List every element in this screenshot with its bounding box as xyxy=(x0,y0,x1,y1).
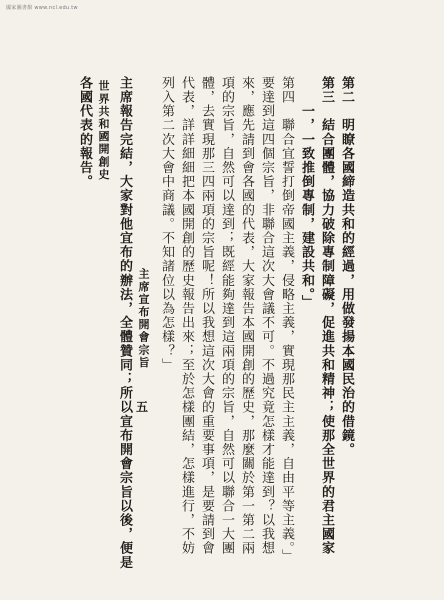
text-column-10: 列入第二次大會中商議。不知諸位以為怎樣？」 xyxy=(159,76,174,373)
text-column-3: 一，一致推倒專制，建設共和。」 xyxy=(299,76,314,310)
text-column-11: 主席報告完結，大家對他宜布的辦法，全體贊同；所以宣布開會宗旨以後，便是 xyxy=(117,76,132,570)
text-column-5: 要達到這四個宗旨，非聯合這次大會議不可。不過究竟怎樣才能達到？以我想 xyxy=(259,76,274,556)
text-column-1: 第二 明瞭各國締造共和的經過，用做發揚本國民治的借鏡。 xyxy=(339,76,354,457)
page-number: 五 xyxy=(136,400,149,414)
library-watermark: 國家圖書館 www.ncl.edu.tw xyxy=(6,5,78,11)
text-column-6: 來，應先請到會各國的代表，大家報告本國開創的歷史，那麼關於第一第二兩 xyxy=(239,76,254,556)
text-column-7: 項的宗旨，自然可以達到；既經能夠達到這兩項的宗旨，自然可以聯合一大團 xyxy=(219,76,234,556)
text-column-4: 第四 聯合宜誓打倒帝國主義，侵略主義，實現那民主主義，自由平等主義。」 xyxy=(279,76,294,563)
text-column-9: 代表，詳詳細細把本國開創的歷史報告出來；至於怎樣團結，怎樣進行，不妨 xyxy=(179,76,194,556)
running-header-section-title: 主席宣布開會宗旨 xyxy=(137,268,150,369)
text-column-8: 體，去實現那三四兩項的宗旨呢！所以我想這次大會的重要事項，是要請到會 xyxy=(199,76,214,556)
text-column-2: 第三 結合團體，協力破除專制障礙，促進共和精神；使那全世界的君主國家 xyxy=(319,76,334,556)
text-column-12: 各國代表的報告。 xyxy=(77,76,92,189)
running-header-book-title: 世界共和國開創史 xyxy=(97,80,110,181)
